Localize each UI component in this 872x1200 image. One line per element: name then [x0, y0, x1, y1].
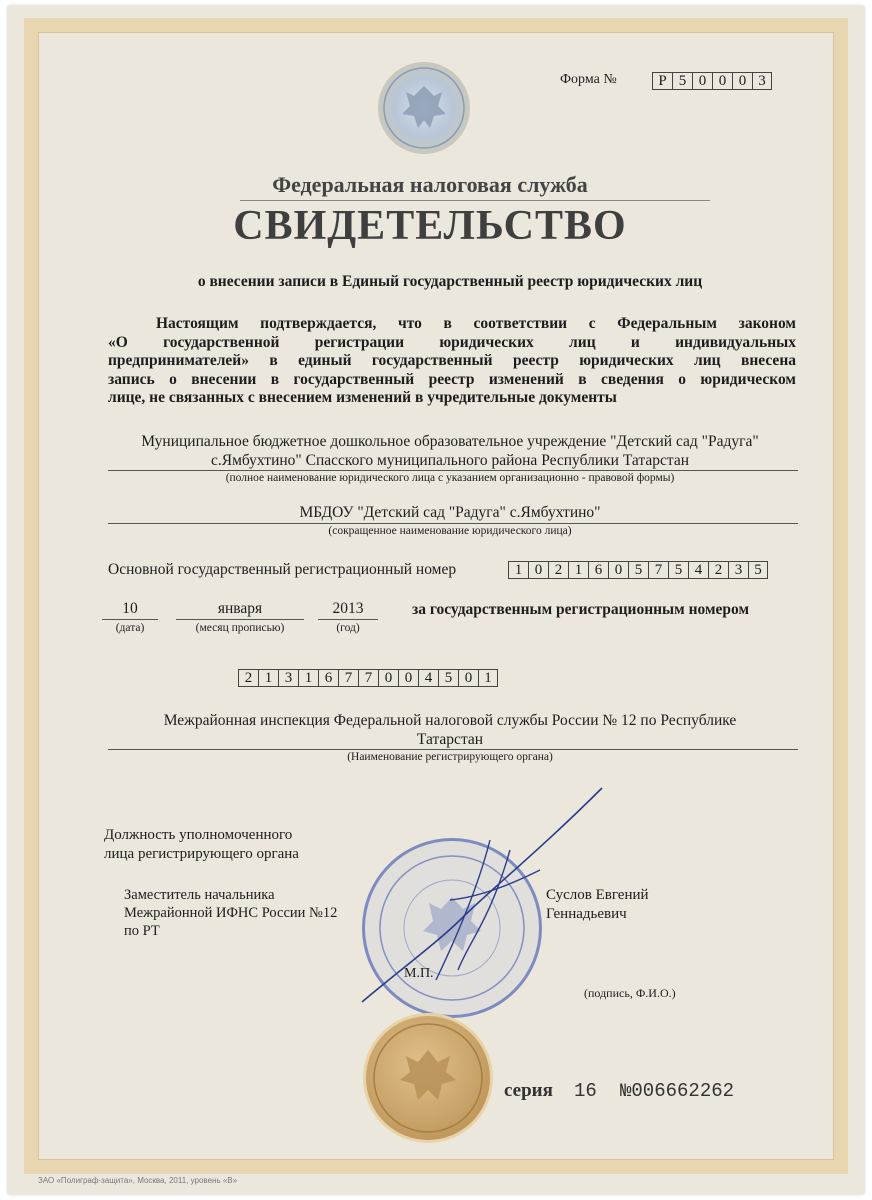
- ogrn-digit: 5: [668, 561, 688, 579]
- position-label-line: лица регистрирующего органа: [104, 846, 299, 862]
- grn-digit: 0: [458, 669, 478, 687]
- body-line: запись о внесении в государственный реестр изменений в сведения о юридическом: [108, 370, 796, 388]
- gold-seal-icon: [366, 1016, 490, 1140]
- signer-position-line: по РТ: [124, 923, 160, 939]
- hologram-emblem-icon: [378, 62, 470, 154]
- form-digit: Р: [652, 72, 672, 90]
- signer-name-line: Геннадьевич: [546, 906, 627, 922]
- signature-icon: [340, 780, 620, 1010]
- body-line: «О государственной регистрации юридических лиц и индивидуальных: [108, 333, 796, 351]
- date-year: 2013: [332, 600, 364, 617]
- grn-digit: 3: [278, 669, 298, 687]
- authority-rule: [108, 749, 798, 750]
- form-digit: 0: [732, 72, 752, 90]
- series-number: №006662262: [620, 1080, 735, 1102]
- grn-digit: 7: [338, 669, 358, 687]
- entity-full-name-line1: Муниципальное бюджетное дошкольное образовательное учреждение "Детский сад "Радуга": [141, 433, 759, 450]
- short-name-rule: [108, 523, 798, 524]
- month-rule: [176, 619, 304, 620]
- stamp-place-label: М.П.: [404, 966, 434, 981]
- signer-position-line: Межрайонной ИФНС России №12: [124, 905, 338, 921]
- grn-digit: 7: [358, 669, 378, 687]
- form-digit: 5: [672, 72, 692, 90]
- grn-digit: 2: [238, 669, 258, 687]
- signature-caption: (подпись, Ф.И.О.): [584, 986, 676, 1000]
- form-label: Форма №: [560, 72, 617, 87]
- heading-rule: [240, 200, 710, 201]
- ogrn-digit: 0: [528, 561, 548, 579]
- short-name-caption: (сокращенное наименование юридического лица): [328, 525, 572, 537]
- grn-boxes: [238, 669, 498, 687]
- body-paragraph: [108, 315, 796, 408]
- authority-caption: (Наименование регистрирующего органа): [347, 751, 553, 763]
- body-line: Настоящим подтверждается, что в соответствии с Федеральным законом: [156, 315, 796, 332]
- month-caption: (месяц прописью): [195, 622, 285, 634]
- page-title: СВИДЕТЕЛЬСТВО: [233, 203, 627, 249]
- grn-digit: 1: [298, 669, 318, 687]
- ogrn-digit: 7: [648, 561, 668, 579]
- full-name-rule: [108, 470, 798, 471]
- service-name: Федеральная налоговая служба: [272, 172, 588, 197]
- grn-label: за государственным регистрационным номером: [412, 601, 750, 618]
- ogrn-digit: 6: [588, 561, 608, 579]
- form-digit: 0: [712, 72, 732, 90]
- signer-position-line: Заместитель начальника: [124, 887, 275, 903]
- entity-full-name-line2: с.Ямбухтино" Спасского муниципального района Республики Татарстан: [210, 452, 689, 469]
- signer-name-line: Суслов Евгений: [546, 887, 649, 903]
- year-caption: (год): [336, 622, 360, 634]
- printer-note: ЗАО «Полиграф-защита», Москва, 2011, уровень «В»: [38, 1176, 238, 1185]
- position-label: [104, 826, 299, 864]
- form-number-boxes: [652, 72, 772, 90]
- subtitle: о внесении записи в Единый государственный реестр юридических лиц: [197, 273, 703, 290]
- signer-position: [124, 886, 337, 940]
- day-rule: [102, 619, 158, 620]
- year-rule: [318, 619, 378, 620]
- authority-line2: Татарстан: [416, 731, 484, 748]
- grn-digit: 0: [398, 669, 418, 687]
- grn-digit: 1: [478, 669, 498, 687]
- ogrn-boxes: [508, 561, 768, 579]
- date-day: 10: [122, 600, 138, 617]
- grn-digit: 5: [438, 669, 458, 687]
- ogrn-digit: 4: [688, 561, 708, 579]
- grn-digit: 0: [378, 669, 398, 687]
- ogrn-digit: 5: [628, 561, 648, 579]
- full-name-caption: (полное наименование юридического лица с указанием организационно - правовой формы): [225, 472, 675, 484]
- ogrn-digit: 3: [728, 561, 748, 579]
- form-digit: 3: [752, 72, 772, 90]
- ogrn-digit: 0: [608, 561, 628, 579]
- date-month: января: [217, 600, 263, 617]
- grn-digit: 6: [318, 669, 338, 687]
- series-value: 16: [574, 1080, 597, 1102]
- position-label-line: Должность уполномоченного: [104, 827, 293, 843]
- ogrn-digit: 1: [568, 561, 588, 579]
- ogrn-digit: 2: [708, 561, 728, 579]
- ogrn-label: Основной государственный регистрационный номер: [108, 561, 457, 578]
- ogrn-digit: 2: [548, 561, 568, 579]
- form-digit: 0: [692, 72, 712, 90]
- ogrn-digit: 5: [748, 561, 768, 579]
- grn-digit: 4: [418, 669, 438, 687]
- entity-short-name: МБДОУ "Детский сад "Радуга" с.Ямбухтино": [299, 504, 601, 521]
- authority-line1: Межрайонная инспекция Федеральной налоговой службы России № 12 по Республике: [163, 712, 737, 729]
- grn-digit: 1: [258, 669, 278, 687]
- body-line: предпринимателей» в единый государственный реестр юридических лиц внесена: [108, 352, 796, 369]
- ogrn-digit: 1: [508, 561, 528, 579]
- day-caption: (дата): [115, 622, 145, 634]
- body-line: лице, не связанных с внесением изменений в учредительные документы: [108, 389, 617, 406]
- series-label: серия: [504, 1080, 553, 1101]
